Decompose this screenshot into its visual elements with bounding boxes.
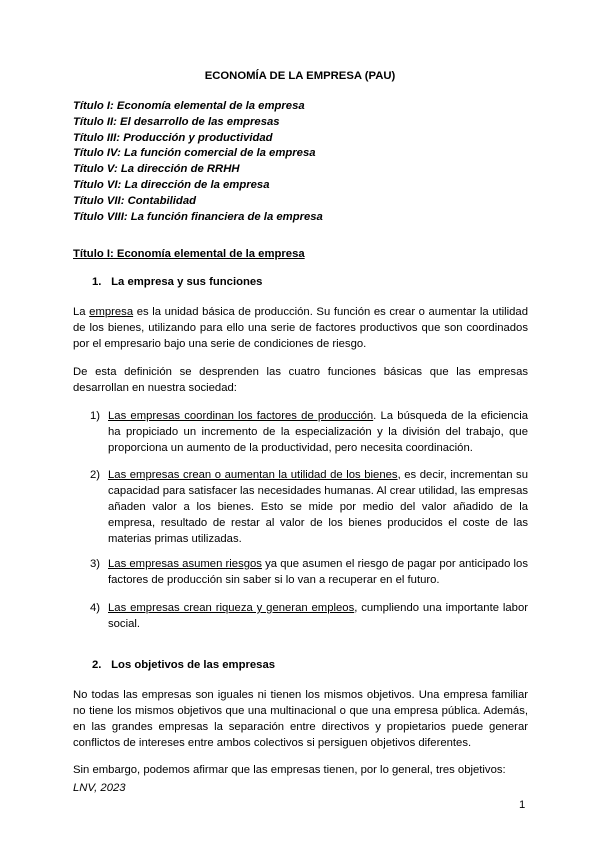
toc-item: Título III: Producción y productividad bbox=[73, 131, 273, 144]
list-number: 4) bbox=[90, 602, 101, 614]
subsection-heading-1 bbox=[92, 276, 262, 288]
list-lead: Las empresas crean o aumentan la utilidad de los bienes bbox=[108, 469, 398, 481]
toc-item: Título VI: La dirección de la empresa bbox=[73, 178, 270, 191]
toc-item: Título II: El desarrollo de las empresas bbox=[73, 115, 280, 128]
paragraph-objectives: No todas las empresas son iguales ni tienen los mismos objetivos. Una empresa familiar no tiene los mismos objetivos que una multinacional o que una empresa pública. Además, en las grandes empresas la separación entre directivos y propietarios puede generar conflictos de intereses entre ambos colectivos si persiguen objetivos diferentes. bbox=[73, 689, 528, 749]
subsection-number: 1. bbox=[92, 276, 102, 288]
table-of-contents bbox=[73, 99, 323, 225]
toc-item: Título VIII: La función financiera de la empresa bbox=[73, 210, 323, 223]
list-text: , cumpliendo una importante labor social. bbox=[108, 602, 528, 630]
text-span: es la unidad básica de producción. Su función es crear o aumentar la utilidad de los bienes, utilizando para ello una serie de factores productivos que son coordinados por el empresario bajo una serie de condiciones de riesgo. bbox=[73, 306, 528, 350]
list-lead: Las empresas crean riqueza y generan empleos bbox=[108, 602, 355, 614]
list-lead: Las empresas coordinan los factores de producción bbox=[108, 410, 374, 422]
paragraph-three-objectives: Sin embargo, podemos afirmar que las empresas tienen, por lo general, tres objetivos: bbox=[73, 764, 506, 776]
list-lead: Las empresas asumen riesgos bbox=[108, 558, 262, 570]
toc-item: Título VII: Contabilidad bbox=[73, 194, 196, 207]
section-heading: Título I: Economía elemental de la empresa bbox=[73, 248, 305, 260]
list-item bbox=[90, 408, 528, 456]
paragraph-intro-functions: De esta definición se desprenden las cuatro funciones básicas que las empresas desarrollan en nuestra sociedad: bbox=[73, 366, 528, 394]
subsection-label: La empresa y sus funciones bbox=[111, 276, 263, 288]
list-number: 1) bbox=[90, 410, 101, 422]
subsection-label: Los objetivos de las empresas bbox=[111, 659, 276, 671]
text-span: La bbox=[73, 306, 90, 318]
subsection-number: 2. bbox=[92, 659, 102, 671]
list-number: 2) bbox=[90, 469, 101, 481]
subsection-heading-2 bbox=[92, 659, 275, 671]
paragraph-definition bbox=[73, 304, 528, 352]
list-text: , es decir, incrementan su capacidad para satisfacer las necesidades humanas. Al crear utilidad, las empresas añaden valor a los bienes. Esto se mide por medio del valor añadido de la empresa, resultado de restar al valor de los bienes producidos el coste de las materias primas utilizadas. bbox=[108, 469, 528, 545]
toc-item: Título IV: La función comercial de la empresa bbox=[73, 147, 316, 160]
toc-item: Título V: La dirección de RRHH bbox=[73, 163, 240, 176]
toc-item: Título I: Economía elemental de la empresa bbox=[73, 100, 305, 112]
footer-author: LNV, 2023 bbox=[73, 782, 126, 794]
list-item bbox=[90, 600, 528, 632]
list-number: 3) bbox=[90, 558, 101, 570]
document-title: ECONOMÍA DE LA EMPRESA (PAU) bbox=[204, 70, 396, 82]
list-item bbox=[90, 556, 528, 588]
list-text: . La búsqueda de la eficiencia ha propiciado un incremento de la especialización y la división del trabajo, que proporciona un aumento de la productividad, pero necesita coordinación. bbox=[108, 410, 528, 454]
list-item bbox=[90, 467, 528, 547]
page-number: 1 bbox=[519, 799, 526, 811]
term-empresa: empresa bbox=[89, 306, 134, 318]
list-text: ya que asumen el riesgo de pagar por anticipado los factores de producción sin saber si lo van a recuperar en el futuro. bbox=[108, 558, 528, 586]
